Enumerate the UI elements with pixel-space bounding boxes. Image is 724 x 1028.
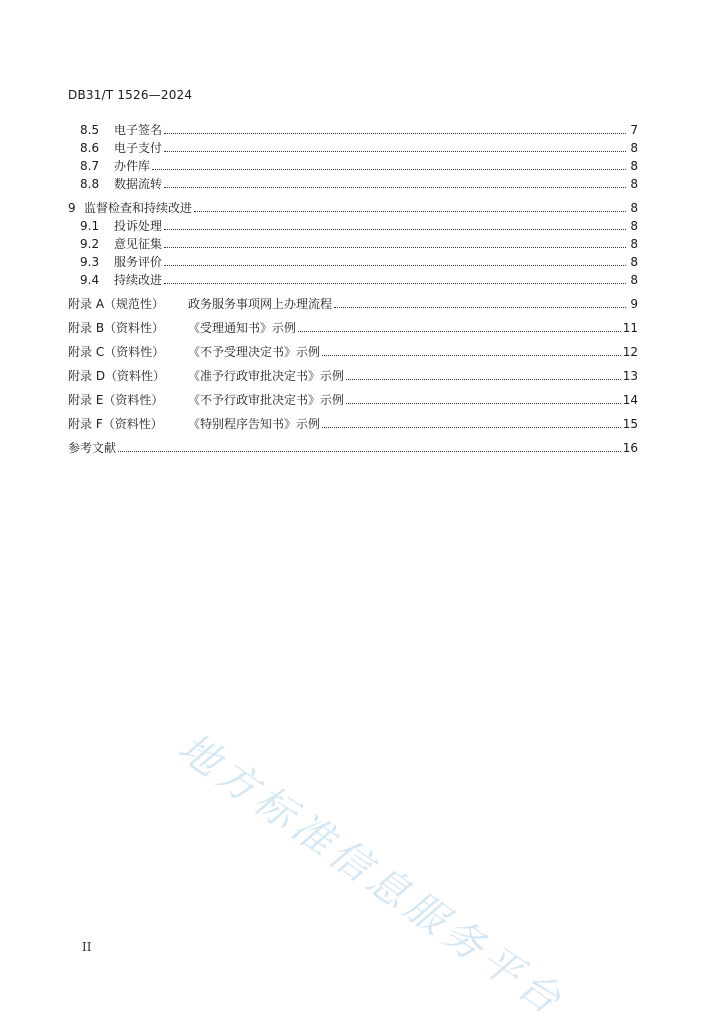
toc-entry-page: 14 xyxy=(622,393,638,407)
toc-entry-title: 《特别程序告知书》示例 xyxy=(188,417,321,431)
toc-entry-title: 意见征集 xyxy=(114,237,163,251)
toc-entry[interactable] xyxy=(68,392,638,408)
toc-entry-page: 8 xyxy=(630,201,638,215)
dot-leader xyxy=(346,368,621,380)
toc-entry[interactable] xyxy=(68,296,638,312)
toc-entry[interactable] xyxy=(68,416,638,432)
toc-entry-page: 13 xyxy=(622,369,638,383)
dot-leader xyxy=(322,416,621,428)
toc-entry-page: 8 xyxy=(630,219,638,233)
toc-entry-title: 参考文献 xyxy=(68,441,117,455)
toc-entry-number: 附录 E（资料性） xyxy=(68,393,164,407)
toc-entry-page: 12 xyxy=(622,345,638,359)
toc-entry-title: 电子支付 xyxy=(114,141,163,155)
toc-entry-page: 7 xyxy=(630,123,638,137)
toc-entry-number: 附录 F（资料性） xyxy=(68,417,163,431)
toc-entry-title: 持续改进 xyxy=(114,273,163,287)
toc-entry-title: 《受理通知书》示例 xyxy=(188,321,297,335)
document-code: DB31/T 1526—2024 xyxy=(68,88,193,102)
toc-entry[interactable] xyxy=(80,158,638,174)
dot-leader xyxy=(334,296,626,308)
toc-entry-page: 11 xyxy=(622,321,638,335)
toc-entry-number: 附录 C（资料性） xyxy=(68,345,165,359)
toc-entry-title: 《不予受理决定书》示例 xyxy=(188,345,321,359)
dot-leader xyxy=(194,200,626,212)
toc-entry[interactable] xyxy=(80,140,638,156)
toc-entry-number: 附录 B（资料性） xyxy=(68,321,165,335)
toc-entry-number: 附录 A（规范性） xyxy=(68,297,165,311)
dot-leader xyxy=(164,122,626,134)
dot-leader xyxy=(164,254,626,266)
toc-entry-number: 9.3 xyxy=(80,255,100,269)
toc-entry[interactable] xyxy=(68,368,638,384)
toc-entry-page: 8 xyxy=(630,237,638,251)
toc-entry-title: 数据流转 xyxy=(114,177,163,191)
dot-leader xyxy=(164,140,626,152)
toc-entry[interactable] xyxy=(80,254,638,270)
toc-entry-title: 政务服务事项网上办理流程 xyxy=(188,297,333,311)
dot-leader xyxy=(164,272,626,284)
toc-entry-number: 9.2 xyxy=(80,237,100,251)
toc-entry-number: 8.5 xyxy=(80,123,100,137)
dot-leader xyxy=(164,176,626,188)
toc-entry-title: 投诉处理 xyxy=(114,219,163,233)
toc-entry[interactable] xyxy=(68,320,638,336)
toc-entry-number: 8.7 xyxy=(80,159,100,173)
toc-entry-page: 8 xyxy=(630,177,638,191)
toc-entry-title: 《准予行政审批决定书》示例 xyxy=(188,369,345,383)
toc-entry[interactable] xyxy=(80,176,638,192)
toc-entry-title: 服务评价 xyxy=(114,255,163,269)
toc-entry-title: 电子签名 xyxy=(114,123,163,137)
toc-entry[interactable] xyxy=(80,122,638,138)
toc-entry-page: 8 xyxy=(630,273,638,287)
dot-leader xyxy=(298,320,621,332)
toc-entry-title: 监督检查和持续改进 xyxy=(84,201,193,215)
toc-entry-page: 8 xyxy=(630,255,638,269)
toc-entry-number: 9 xyxy=(68,201,76,215)
page-number: II xyxy=(82,940,92,954)
dot-leader xyxy=(152,158,626,170)
toc-entry[interactable] xyxy=(80,218,638,234)
toc-entry-title: 办件库 xyxy=(114,159,151,173)
toc-entry[interactable] xyxy=(68,200,638,216)
toc-entry-page: 9 xyxy=(630,297,638,311)
toc-entry-page: 15 xyxy=(622,417,638,431)
toc-entry-number: 9.1 xyxy=(80,219,100,233)
toc-entry-number: 8.8 xyxy=(80,177,100,191)
toc-entry-page: 8 xyxy=(630,141,638,155)
toc-entry-number: 附录 D（资料性） xyxy=(68,369,166,383)
toc-entry-number: 9.4 xyxy=(80,273,100,287)
toc-entry[interactable] xyxy=(80,272,638,288)
toc-entry-page: 8 xyxy=(630,159,638,173)
dot-leader xyxy=(118,440,621,452)
toc-entry[interactable] xyxy=(68,440,638,456)
dot-leader xyxy=(346,392,621,404)
toc-entry-number: 8.6 xyxy=(80,141,100,155)
watermark: 地方标准信息服务平台 xyxy=(169,724,573,1027)
dot-leader xyxy=(322,344,621,356)
toc-entry[interactable] xyxy=(80,236,638,252)
toc-entry[interactable] xyxy=(68,344,638,360)
dot-leader xyxy=(164,218,626,230)
dot-leader xyxy=(164,236,626,248)
toc-entry-title: 《不予行政审批决定书》示例 xyxy=(188,393,345,407)
toc-entry-page: 16 xyxy=(622,441,638,455)
